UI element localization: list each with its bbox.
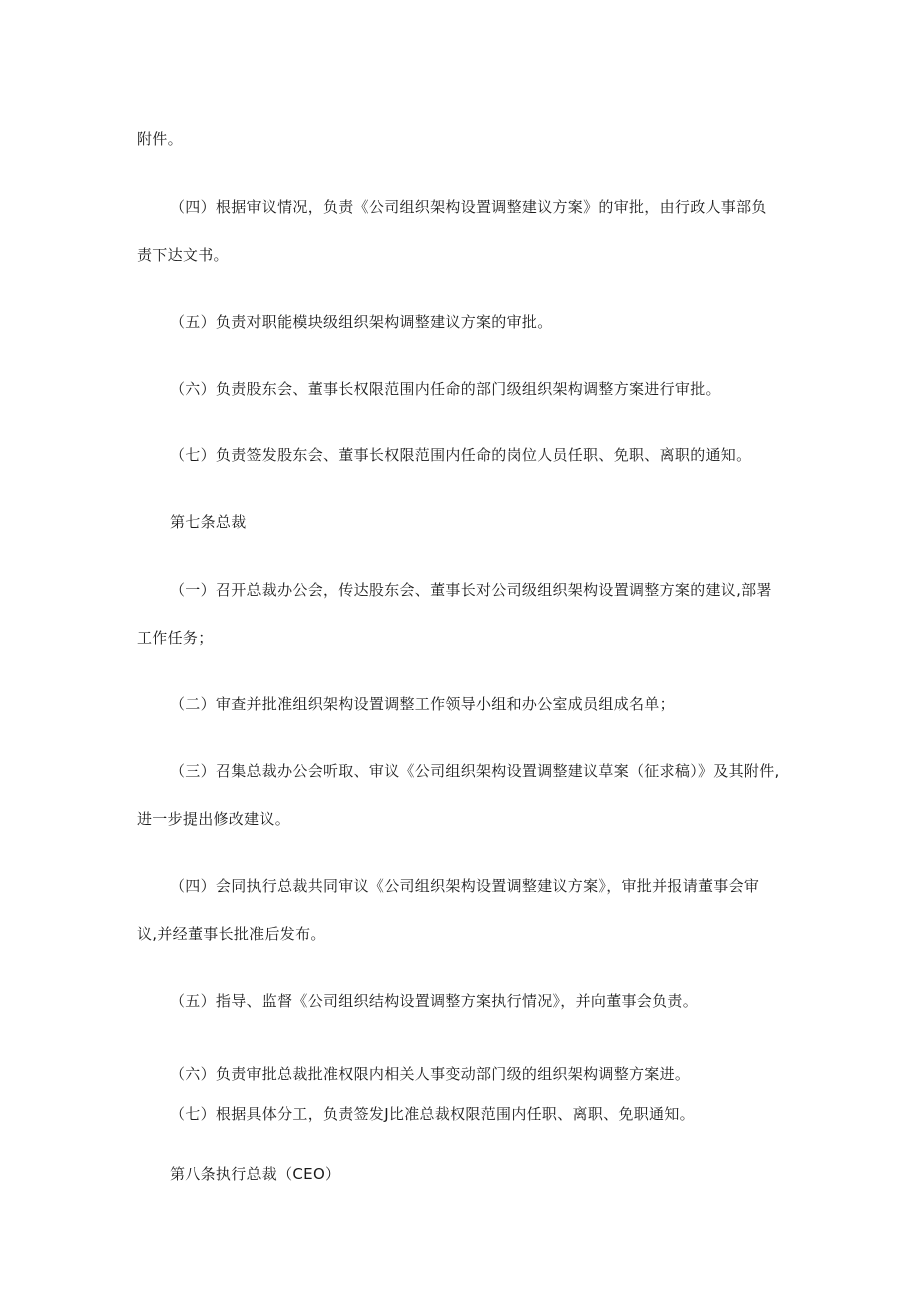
text-line: （四）根据审议情况，负责《公司组织架构设置调整建议方案》的审批，由行政人事部负: [170, 198, 767, 216]
text-line: 议,并经董事长批准后发布。: [137, 925, 326, 943]
text-line: （一）召开总裁办公会，传达股东会、董事长对公司级组织架构设置调整方案的建议,部署: [170, 581, 772, 599]
text-line: （二）审查并批准组织架构设置调整工作领导小组和办公室成员组成名单；: [170, 695, 675, 713]
text-line: （六）负责股东会、董事长权限范围内任命的部门级组织架构调整方案进行审批。: [170, 380, 721, 398]
section-heading: 第八条执行总裁（CEO）: [170, 1165, 341, 1183]
text-line: （七）负责签发股东会、董事长权限范围内任命的岗位人员任职、免职、离职的通知。: [170, 446, 752, 464]
text-line: （七）根据具体分工，负责签发J比准总裁权限范围内任职、离职、免职通知。: [170, 1105, 695, 1123]
text-line: 工作任务；: [137, 629, 214, 647]
text-line: 责下达文书。: [137, 246, 229, 264]
text-line: （四）会同执行总裁共同审议《公司组织架构设置调整建议方案》，审批并报请董事会审: [170, 877, 760, 895]
section-heading: 第七条总裁: [170, 513, 247, 531]
text-line: 进一步提出修改建议。: [137, 810, 291, 828]
text-line: （五）指导、监督《公司组织结构设置调整方案执行情况》，并向董事会负责。: [170, 992, 699, 1010]
text-line: 附件。: [137, 130, 183, 148]
text-line: （三）召集总裁办公会听取、审议《公司组织架构设置调整建议草案（征求稿）》及其附件,: [170, 762, 780, 780]
text-line: （六）负责审批总裁批准权限内相关人事变动部门级的组织架构调整方案进。: [170, 1065, 691, 1083]
text-line: （五）负责对职能模块级组织架构调整建议方案的审批。: [170, 313, 553, 331]
